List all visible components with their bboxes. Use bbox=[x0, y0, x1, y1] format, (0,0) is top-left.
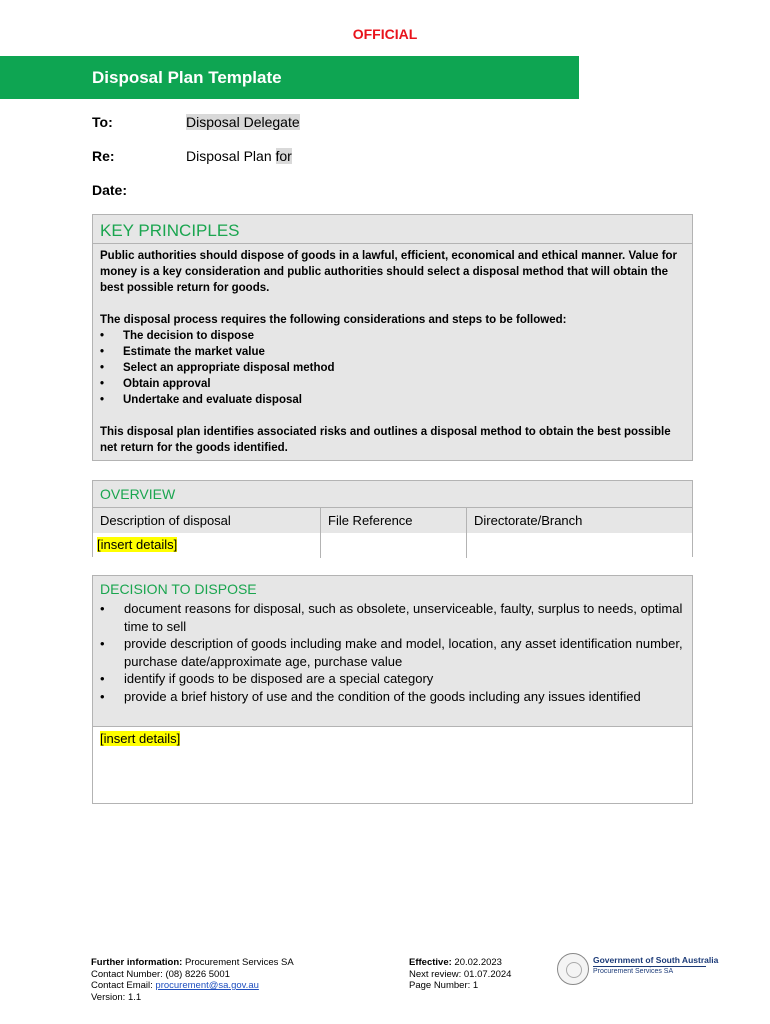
list-item: • identify if goods to be disposed are a special category bbox=[100, 670, 686, 688]
next-review: Next review: 01.07.2024 bbox=[409, 968, 512, 980]
overview-table bbox=[92, 480, 693, 557]
key-principles-title: KEY PRINCIPLES bbox=[100, 221, 240, 240]
key-principles-para1: Public authorities should dispose of goods in a lawful, efficient, economical and ethical manner. Value for money is a key consideration and public authorities should select a disposal method that will obtain the best possible return for goods. bbox=[100, 250, 678, 294]
decision-details-field[interactable] bbox=[100, 731, 180, 746]
directorate-cell[interactable] bbox=[467, 533, 692, 558]
decision-details-value[interactable]: [insert details] bbox=[100, 731, 181, 746]
re-label: Re: bbox=[92, 148, 115, 164]
further-info-value: Procurement Services SA bbox=[184, 957, 294, 968]
list-item: • Obtain approval bbox=[100, 376, 686, 392]
key-principles-para2: The disposal process requires the following considerations and steps to be followed: bbox=[100, 314, 567, 326]
effective-label: Effective: bbox=[409, 957, 452, 968]
key-principles-steps bbox=[100, 328, 686, 408]
date-label: Date: bbox=[92, 182, 128, 198]
file-reference-cell[interactable] bbox=[321, 533, 467, 558]
decision-header bbox=[93, 576, 692, 727]
overview-header bbox=[93, 481, 692, 508]
list-item: • Undertake and evaluate disposal bbox=[100, 392, 686, 408]
logo-government-text: Government of South Australia bbox=[593, 955, 719, 965]
decision-title: DECISION TO DISPOSE bbox=[100, 581, 257, 597]
version: Version: 1.1 bbox=[91, 991, 142, 1003]
state-seal-icon bbox=[557, 953, 589, 985]
key-principles-body bbox=[100, 248, 686, 456]
further-info-label: Further information: bbox=[91, 957, 183, 968]
to-label: To: bbox=[92, 114, 113, 130]
table-header-row bbox=[93, 508, 692, 534]
list-item: • The decision to dispose bbox=[100, 328, 686, 344]
title-banner bbox=[0, 56, 579, 99]
column-header-description: Description of disposal bbox=[93, 508, 321, 533]
list-item: • Select an appropriate disposal method bbox=[100, 360, 686, 376]
re-value-main: Disposal Plan bbox=[186, 148, 276, 164]
logo-divider bbox=[593, 966, 706, 967]
re-value[interactable] bbox=[186, 148, 292, 164]
list-item: • provide description of goods including make and model, location, any asset identification number, purchase date/approximate age, purchase value bbox=[100, 635, 686, 670]
list-item: • Estimate the market value bbox=[100, 344, 686, 360]
footer-contact bbox=[91, 957, 294, 1003]
effective-value: 20.02.2023 bbox=[454, 957, 502, 968]
to-value[interactable]: Disposal Delegate bbox=[186, 114, 300, 130]
contact-email-label: Contact Email: bbox=[91, 980, 153, 991]
decision-guidance-list bbox=[100, 600, 686, 705]
list-item: • provide a brief history of use and the condition of the goods including any issues identified bbox=[100, 688, 686, 706]
overview-title: OVERVIEW bbox=[100, 486, 176, 502]
key-principles-divider bbox=[93, 243, 692, 244]
contact-email-link[interactable]: procurement@sa.gov.au bbox=[155, 980, 259, 991]
table-row bbox=[93, 533, 692, 558]
list-item: • document reasons for disposal, such as obsolete, unserviceable, faulty, surplus to needs, optimal time to sell bbox=[100, 600, 686, 635]
page-number: Page Number: 1 bbox=[409, 980, 479, 991]
column-header-directorate: Directorate/Branch bbox=[474, 513, 583, 528]
government-logo bbox=[557, 953, 719, 987]
decision-to-dispose-box bbox=[92, 575, 693, 804]
column-header-file-reference: File Reference bbox=[321, 508, 467, 533]
key-principles-box bbox=[92, 214, 693, 461]
key-principles-para3: This disposal plan identifies associated risks and outlines a disposal method to obtain the best possible net return for the goods identified. bbox=[100, 426, 671, 454]
logo-department-text: Procurement Services SA bbox=[593, 968, 674, 975]
re-value-field[interactable]: for bbox=[275, 148, 292, 164]
description-cell[interactable] bbox=[93, 533, 321, 558]
contact-number: Contact Number: (08) 8226 5001 bbox=[91, 968, 230, 980]
description-value[interactable]: [insert details] bbox=[97, 537, 178, 552]
page-title: Disposal Plan Template bbox=[92, 68, 282, 87]
footer-dates bbox=[409, 957, 511, 992]
classification-label: OFFICIAL bbox=[352, 26, 418, 42]
